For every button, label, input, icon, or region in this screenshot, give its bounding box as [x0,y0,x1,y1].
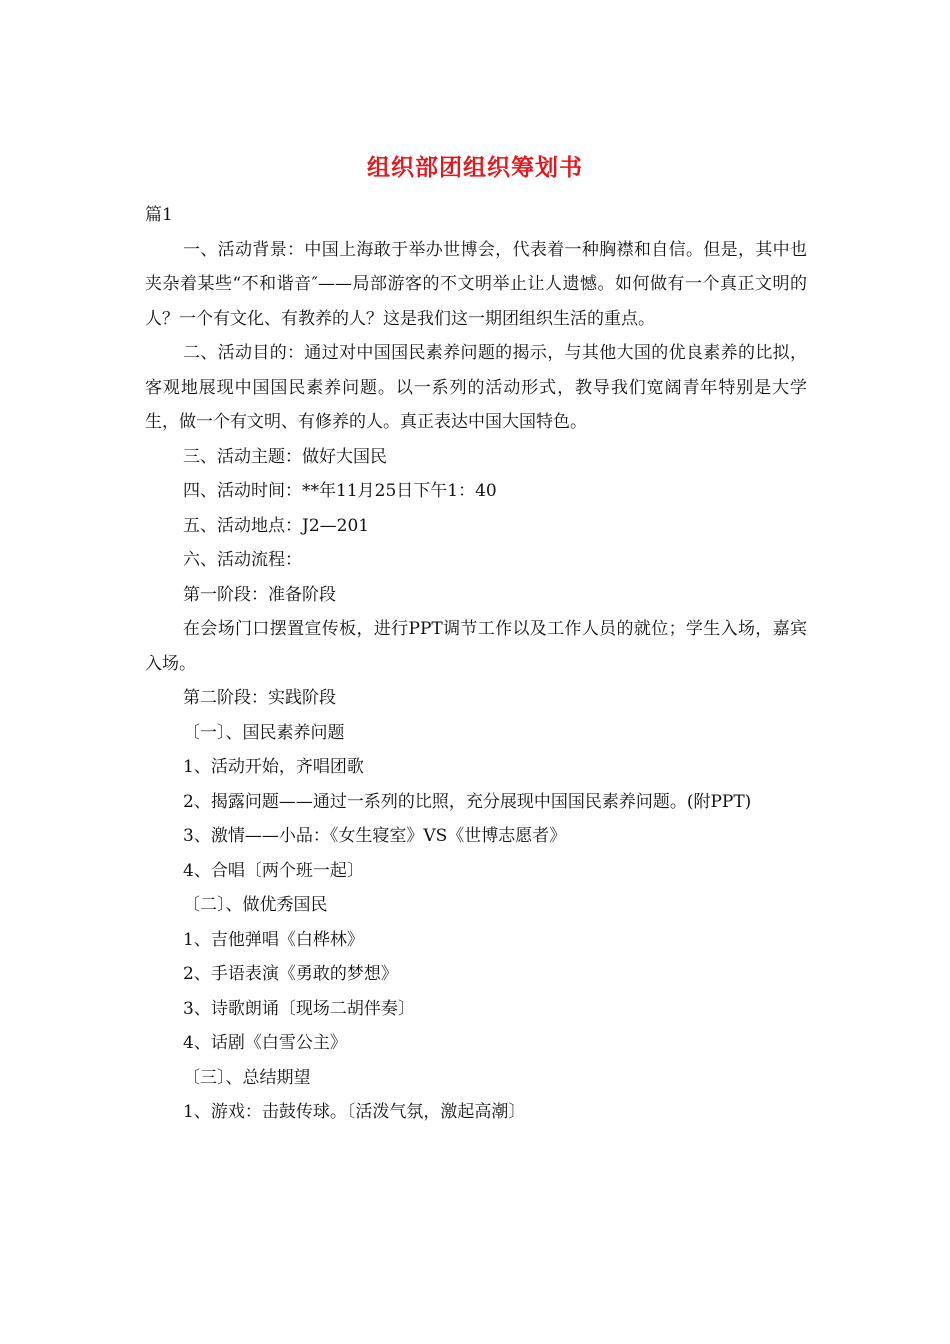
stage-one-description: 在会场门口摆置宣传板，进行PPT调节工作以及工作人员的就位；学生入场，嘉宾入场。 [145,619,807,674]
list-item: 2、手语表演《勇敢的梦想》 [183,964,398,984]
list-item: 2、揭露问题——通过一系列的比照，充分展现中国国民素养问题。(附PPT) [183,791,752,812]
paragraph-time: 四、活动时间：**年11月25日下午1：40 [183,481,497,501]
list-item: 1、游戏：击鼓传球。〔活泼气氛，激起高潮〕 [183,1102,526,1122]
paragraph-flow: 六、活动流程： [183,550,302,570]
list-item: 4、话剧《白雪公主》 [183,1033,347,1053]
paragraph-theme: 三、活动主题：做好大国民 [183,446,387,467]
list-item: 1、活动开始，齐唱团歌 [183,757,364,777]
paragraph-background: 一、活动背景：中国上海敢于举办世博会，代表着一种胸襟和自信。但是，其中也夹杂着某些“不和谐音″——局部游客的不文明举止让人遗憾。如何做有一个真正文明的人？一个有文化、有教养的人？这是我们这一期团组织生活的重点。 [145,239,807,329]
section-label: 篇1 [145,205,173,225]
document-title: 组织部团组织筹划书 [367,154,583,181]
part-two-heading: 〔二〕、做优秀国民 [183,895,328,915]
paragraph-place: 五、活动地点：J2—201 [183,515,370,536]
list-item: 3、诗歌朗诵〔现场二胡伴奏〕 [183,998,415,1019]
list-item: 4、合唱〔两个班一起〕 [183,860,364,881]
part-one-heading: 〔一〕、国民素养问题 [183,722,345,743]
list-item: 3、激情——小品：《女生寝室》VS《世博志愿者》 [183,826,567,846]
part-three-heading: 〔三〕、总结期望 [183,1067,311,1088]
stage-two-heading: 第二阶段：实践阶段 [183,688,336,708]
stage-one-heading: 第一阶段：准备阶段 [183,584,336,605]
paragraph-goal: 二、活动目的：通过对中国国民素养问题的揭示，与其他大国的优良素养的比拟，客观地展现中国国民素养问题。以一系列的活动形式，教导我们宽阔青年特别是大学生，做一个有文明、有修养的人。真正表达中国大国特色。 [145,343,807,432]
list-item: 1、吉他弹唱《白桦林》 [183,929,364,950]
document-body [145,198,807,1130]
